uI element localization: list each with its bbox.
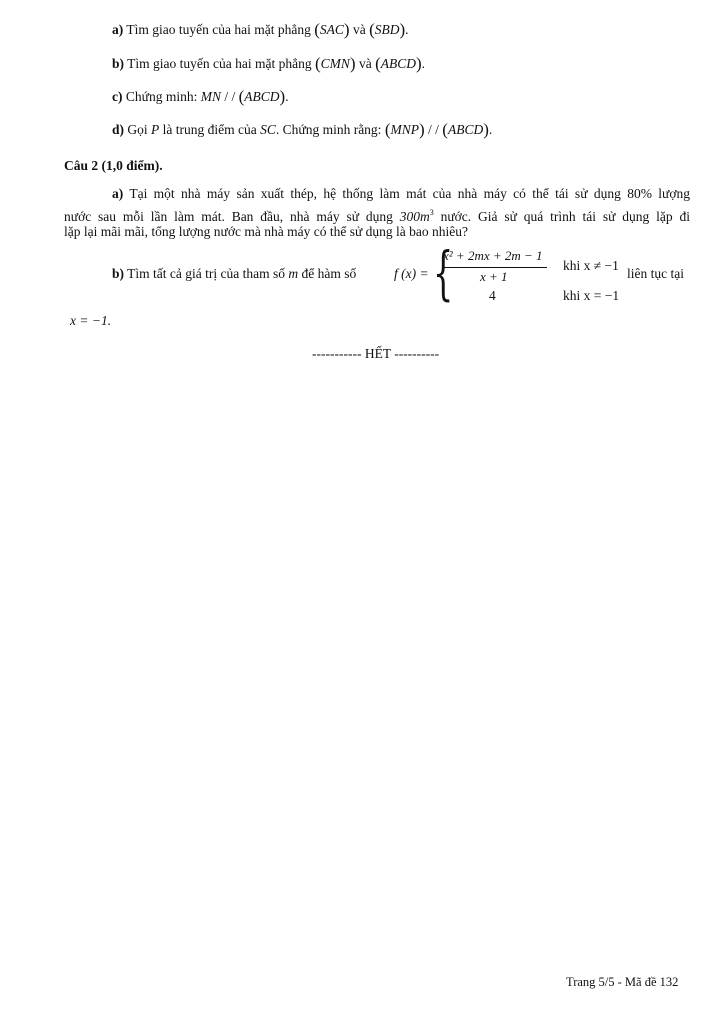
value-2: 4 [489,288,496,303]
brace-icon: { [433,239,454,307]
text: Tìm tất cả giá trị của tham số [124,266,289,281]
text: Chứng minh: [122,89,201,104]
fraction-denominator: x + 1 [480,269,508,284]
fraction-numerator: x² + 2mx + 2m − 1 [443,248,543,263]
text: . [285,89,289,104]
condition-2: khi x = −1 [563,288,620,303]
function-fx: f (x) = [394,266,429,281]
question-2b [112,266,356,282]
plane-cmn: CMN [320,56,350,71]
label-a: a) [112,22,124,37]
text: và [349,22,370,37]
segment-sc: SC [260,122,276,137]
volume: 300m [399,209,430,224]
text: . Chứng minh rằng: [275,122,385,137]
text: và [355,56,376,71]
text: . [405,22,409,37]
fraction-bar [443,267,547,268]
label-c: c) [112,89,123,104]
plane-abcd: ABCD [380,56,416,71]
text: . [421,56,426,71]
text: Tìm giao tuyến của hai mặt phẳng [124,56,315,71]
parallel-sign: / / [220,89,239,104]
plane-abcd: ABCD [244,89,280,104]
plane-sac: SAC [319,22,344,37]
text-tail: liên tục tại [627,266,684,281]
question-1c: c) Chứng minh: MN / / (ABCD). [112,87,289,106]
text: Gọi [124,122,152,137]
text: nước sau mỗi lần làm mát. Ban đầu, nhà máy sử dụng [64,209,400,224]
end-marker: ----------- HẾT ---------- [312,346,440,361]
question-1a: a) Tìm giao tuyến của hai mặt phẳng (SAC) và (SBD). [112,20,409,39]
page-footer: Trang 5/5 - Mã đề 132 [566,975,679,989]
question-1d: d) Gọi P là trung điểm của SC. Chứng minh rằng: (MNP) / / (ABCD). [112,120,493,139]
plane-mnp: MNP [390,122,419,137]
segment-mn: MN [200,89,221,104]
question-1b: b) Tìm giao tuyến của hai mặt phẳng (CMN) và (ABCD). [112,54,426,73]
text: Tại một nhà máy sản xuất thép, hệ thống làm mát của nhà máy có thể tái sử dụng 80% lượng [123,186,690,201]
exponent: 3 [429,208,434,217]
question-2a-line1 [64,184,690,203]
condition-1: khi x ≠ −1 [563,258,619,273]
text: Tìm giao tuyến của hai mặt phẳng [123,22,315,37]
label-b: b) [112,266,125,281]
point-p: P [151,122,160,137]
question-2-title: Câu 2 (1,0 điểm). [64,158,163,173]
text: . [488,122,493,137]
label-d: d) [112,122,125,137]
point-x: x = −1. [70,313,112,328]
text: để hàm số [298,266,357,281]
plane-abcd: ABCD [447,122,484,137]
label-a: a) [112,186,124,201]
question-2a-line3: lặp lại mãi mãi, tổng lượng nước mà nhà máy có thể sử dụng là bao nhiêu? [64,224,469,239]
plane-sbd: SBD [374,22,400,37]
text: là trung điểm của [159,122,261,137]
parallel-sign: / / [424,122,443,137]
label-b: b) [112,56,125,71]
text: nước. Giả sử quá trình tái sử dụng lặp đi [433,209,690,224]
param-m: m [288,266,299,281]
